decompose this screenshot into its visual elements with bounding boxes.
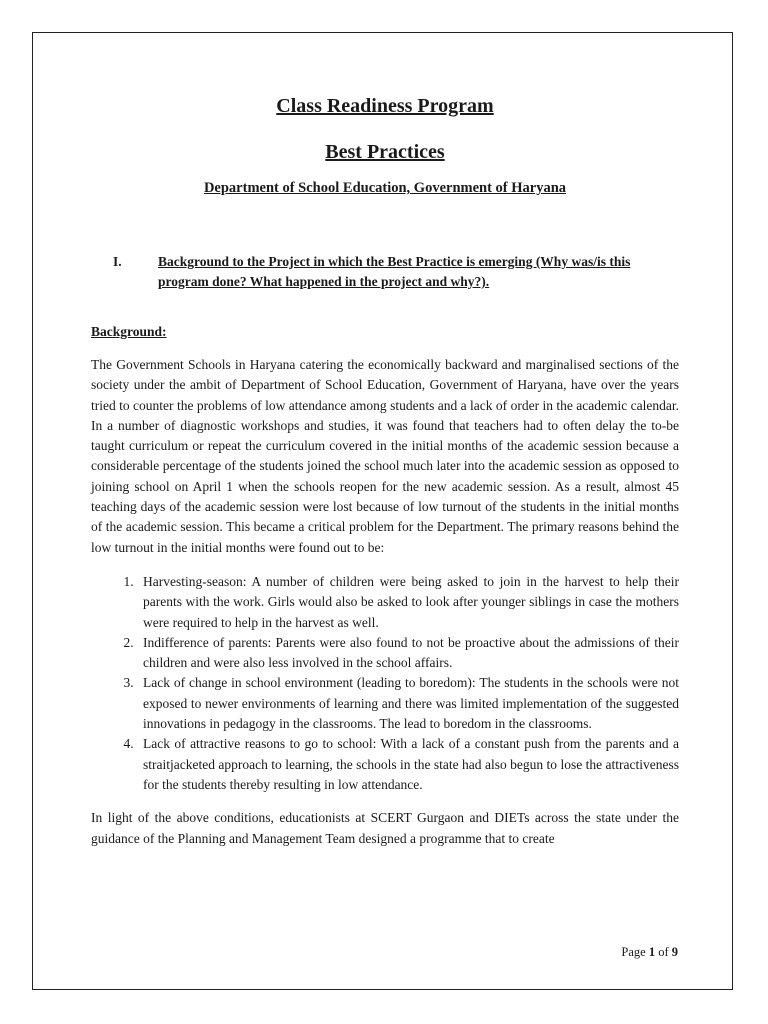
paragraph-background: The Government Schools in Haryana catering the economically backward and marginalised sections of the society under the ambit of Department of School Education, Government of Haryana, have over the years tried to counter the problems of low attendance among students and a lack of order in the academic calendar. In a number of diagnostic workshops and studies, it was found that teachers had to often delay the to-be taught curriculum or repeat the curriculum covered in the initial months of the academic session because a considerable percentage of the students joined the school much later into the academic session as opposed to joining school on April 1 when the schools reopen for the new academic session. As a result, almost 45 teaching days of the academic session were lost because of low turnout of the students in the initial months of the academic session. This became a critical problem for the Department. The primary reasons behind the low turnout in the initial months were found out to be: — [91, 357, 679, 555]
section-number: I. — [113, 254, 122, 269]
section-heading — [91, 252, 679, 292]
department-heading: Department of School Education, Government of Haryana — [203, 180, 567, 196]
reasons-list — [91, 572, 679, 795]
document-body — [91, 92, 679, 849]
document-subtitle: Best Practices — [325, 141, 445, 163]
list-item: 1. Harvesting-season: A number of children were being asked to join in the harvest to help their parents with the work. Girls would also be asked to look after younger siblings in case the mothers were required to help in the harvest as well. — [137, 572, 679, 633]
document-title: Class Readiness Program — [276, 95, 494, 117]
list-item: 2. Indifference of parents: Parents were also found to not be proactive about the admissions of their children and were also less involved in the school affairs. — [137, 633, 679, 674]
list-item: 3. Lack of change in school environment (leading to boredom): The students in the schools were not exposed to newer environments of learning and there was limited implementation of the suggested innovations in pedagogy in the classrooms. The lead to boredom in the classrooms. — [137, 673, 679, 734]
current-page: 1 — [648, 945, 656, 959]
paragraph-conclusion: In light of the above conditions, educationists at SCERT Gurgaon and DIETs across the state under the guidance of the Planning and Management Team designed a programme that to create — [91, 810, 679, 846]
page-label: Page — [621, 945, 646, 959]
total-pages: 9 — [671, 945, 678, 959]
page-number — [621, 943, 678, 961]
of-label: of — [658, 945, 669, 959]
list-item: 4. Lack of attractive reasons to go to school: With a lack of a constant push from the parents and a straitjacketed approach to learning, the schools in the state had also begun to lose the attractiveness for the students thereby resulting in low attendance. — [137, 734, 679, 795]
section-title: Background to the Project in which the Best Practice is emerging (Why was/is this program done? What happened in the project and why?). — [158, 254, 631, 289]
background-heading: Background: — [91, 324, 167, 339]
